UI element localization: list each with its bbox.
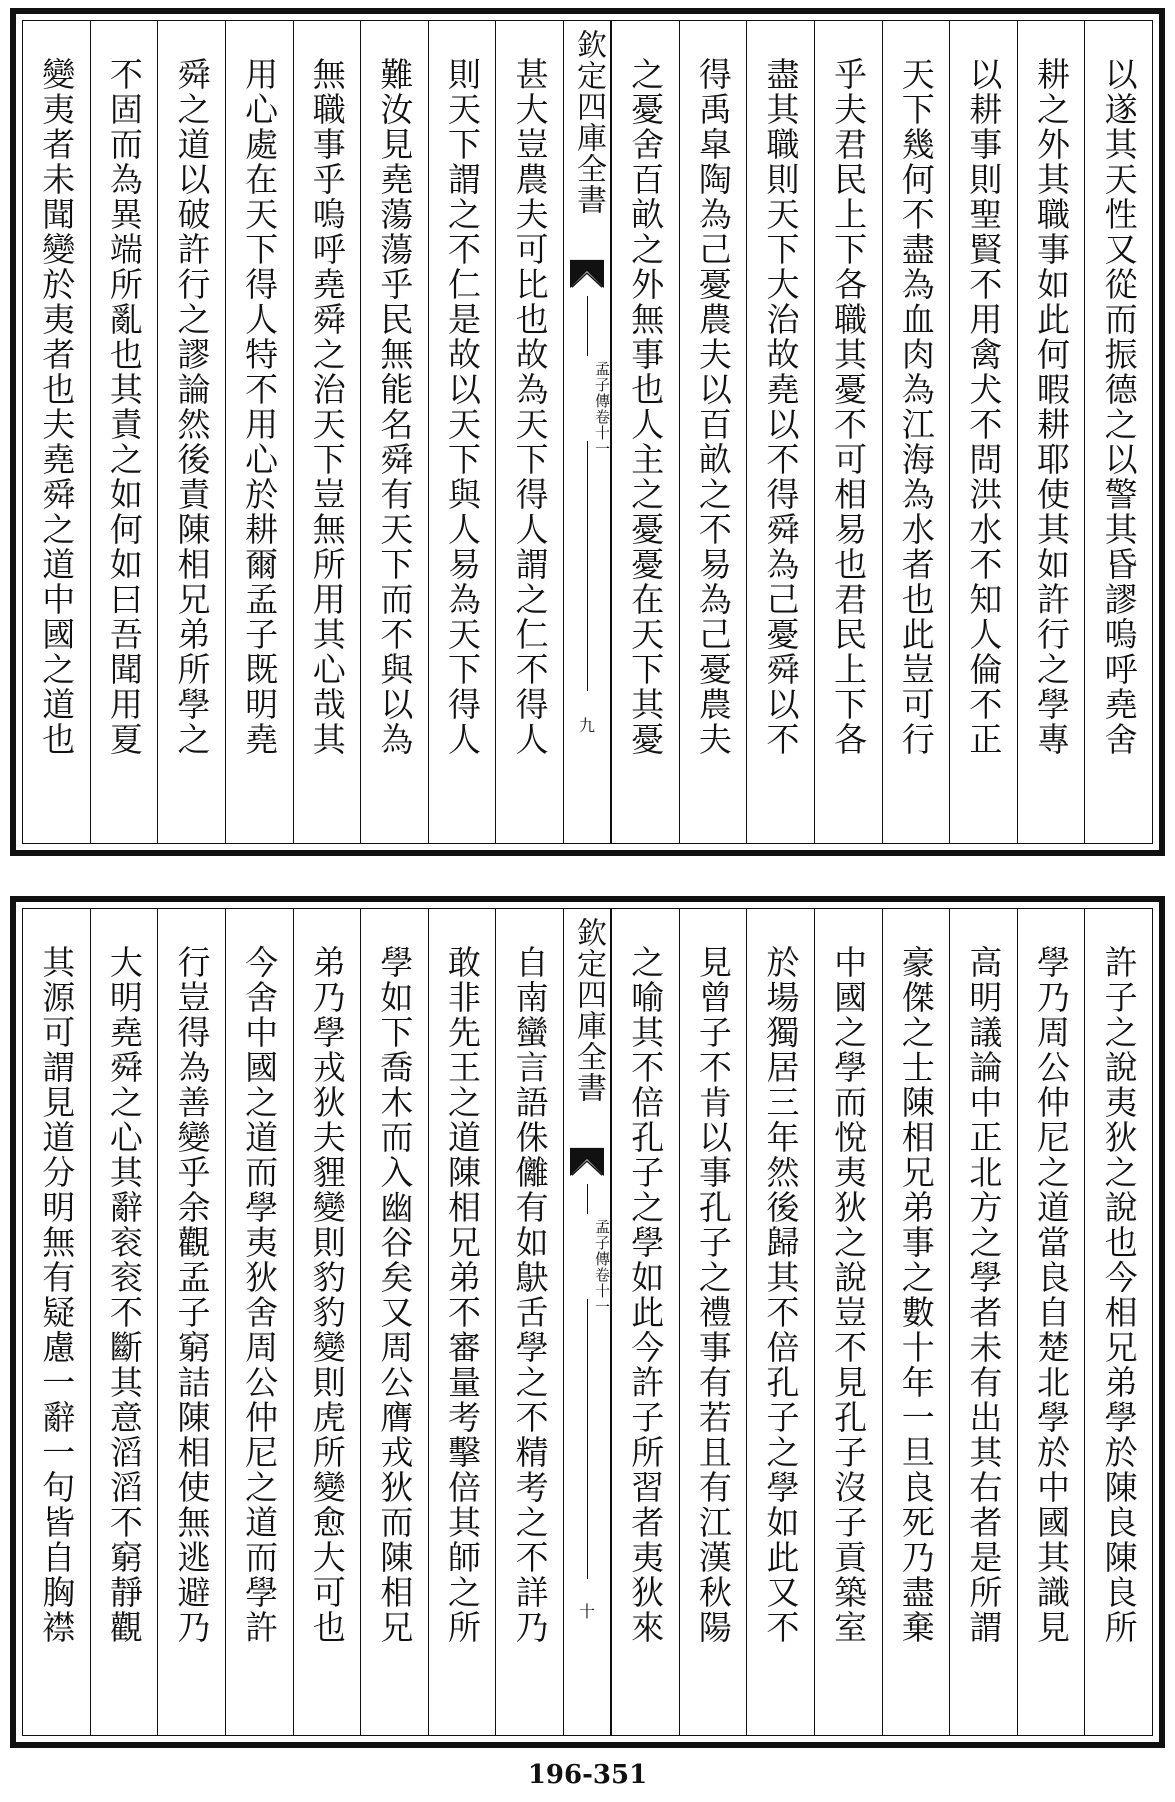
text-column: 以耕事則聖賢不用禽犬不問洪水不知人倫不正: [949, 21, 1017, 843]
text-column: 得禹皐陶為己憂農夫以百畝之不易為己憂農夫: [679, 21, 747, 843]
bottom-frame: [22, 908, 1153, 1736]
text-column: 變夷者未聞變於夷者也夫堯舜之道中國之道也: [37, 57, 77, 757]
book-title: 欽定四庫全書: [571, 29, 606, 215]
text-column: 無職事乎嗚呼堯舜之治天下豈無所用其心哉其: [293, 21, 361, 843]
page-number: 196-351: [527, 1760, 648, 1790]
text-column: 自南蠻言語侏㒧有如鴃舌學之不精考之不詳乃: [495, 909, 563, 1735]
top-page-panel: [10, 8, 1165, 856]
text-column: 耕之外其職事如此何暇耕耶使其如許行之學專: [1017, 21, 1085, 843]
book-title: 欽定四庫全書: [571, 917, 606, 1103]
text-column: 於場獨居三年然後歸其不倍孔子之學如此又不: [746, 909, 814, 1735]
text-column: 弟乃學戎狄夫貍變則豹豹變則虎所變愈大可也: [293, 909, 361, 1735]
text-column: 之喻其不倍孔子之學如此今許子所習者夷狄來: [611, 909, 679, 1735]
block-heart-column: [563, 909, 611, 1735]
text-column: 大明堯舜之心其辭衮衮不斷其意滔滔不窮靜觀: [90, 909, 158, 1735]
text-column: 中國之學而悅夷狄之說豈不見孔子沒子貢築室: [814, 909, 882, 1735]
fishtail-mark-icon: [570, 1147, 604, 1177]
text-column: 天下幾何不盡為血肉為江海為水者也此豈可行: [882, 21, 950, 843]
text-column: 敢非先王之道陳相兄弟不審量考擊倍其師之所: [428, 909, 496, 1735]
text-column: 豪傑之士陳相兄弟事之數十年一旦良死乃盡棄: [882, 909, 950, 1735]
text-column: 學如下喬木而入幽谷矣又周公膺戎狄而陳相兄: [360, 909, 428, 1735]
folio-number: 九: [578, 716, 595, 735]
text-column: 乎夫君民上下各職其憂不可相易也君民上下各: [814, 21, 882, 843]
text-column: 以遂其天性又從而振德之以警其昏謬嗚呼堯舍: [1084, 21, 1152, 843]
text-column: 學乃周公仲尼之道當良自楚北學於中國其識見: [1017, 909, 1085, 1735]
text-column: 盡其職則天下大治故堯以不得舜為己憂舜以不: [746, 21, 814, 843]
text-column: 行豈得為善變乎余觀孟子窮詰陳相使無逃避乃: [157, 909, 225, 1735]
text-column: 之憂舍百畝之外無事也人主之憂憂在天下其憂: [611, 21, 679, 843]
bottom-page-panel: [10, 896, 1165, 1748]
text-column: 難汝見堯蕩蕩乎民無能名舜有天下而不與以為: [360, 21, 428, 843]
text-column: 不固而為異端所亂也其責之如何如曰吾聞用夏: [90, 21, 158, 843]
text-column: 則天下謂之不仁是故以天下與人易為天下得人: [428, 21, 496, 843]
text-column: 高明議論中正北方之學者未有出其右者是所謂: [949, 909, 1017, 1735]
top-frame: [22, 20, 1153, 844]
center-rule: [587, 1184, 588, 1214]
center-rule: [587, 1299, 588, 1579]
text-column: 許子之說夷狄之說也今相兄弟學於陳良陳良所: [1084, 909, 1152, 1735]
fishtail-mark-icon: [570, 259, 604, 289]
text-column: 其源可謂見道分明無有疑慮一辭一句皆自胸襟: [37, 945, 77, 1645]
chapter-title: 孟子傳: [593, 361, 611, 409]
text-column: 用心處在天下得人特不用心於耕爾孟子既明堯: [225, 21, 293, 843]
chapter-title: 孟子傳: [593, 1219, 611, 1267]
center-rule: [587, 441, 588, 691]
text-column: 甚大豈農夫可比也故為天下得人謂之仁不得人: [495, 21, 563, 843]
text-column: 見曾子不肯以事孔子之禮事有若且有江漢秋陽: [679, 909, 747, 1735]
text-column: 舜之道以破許行之謬論然後責陳相兄弟所學之: [157, 21, 225, 843]
center-rule: [587, 296, 588, 356]
text-column: 今舍中國之道而學夷狄舍周公仲尼之道而學許: [225, 909, 293, 1735]
block-heart-column: [563, 21, 611, 843]
folio-number: 十: [578, 1602, 595, 1621]
volume-number: 卷十一: [593, 409, 611, 457]
volume-number: 卷十一: [593, 1267, 611, 1315]
